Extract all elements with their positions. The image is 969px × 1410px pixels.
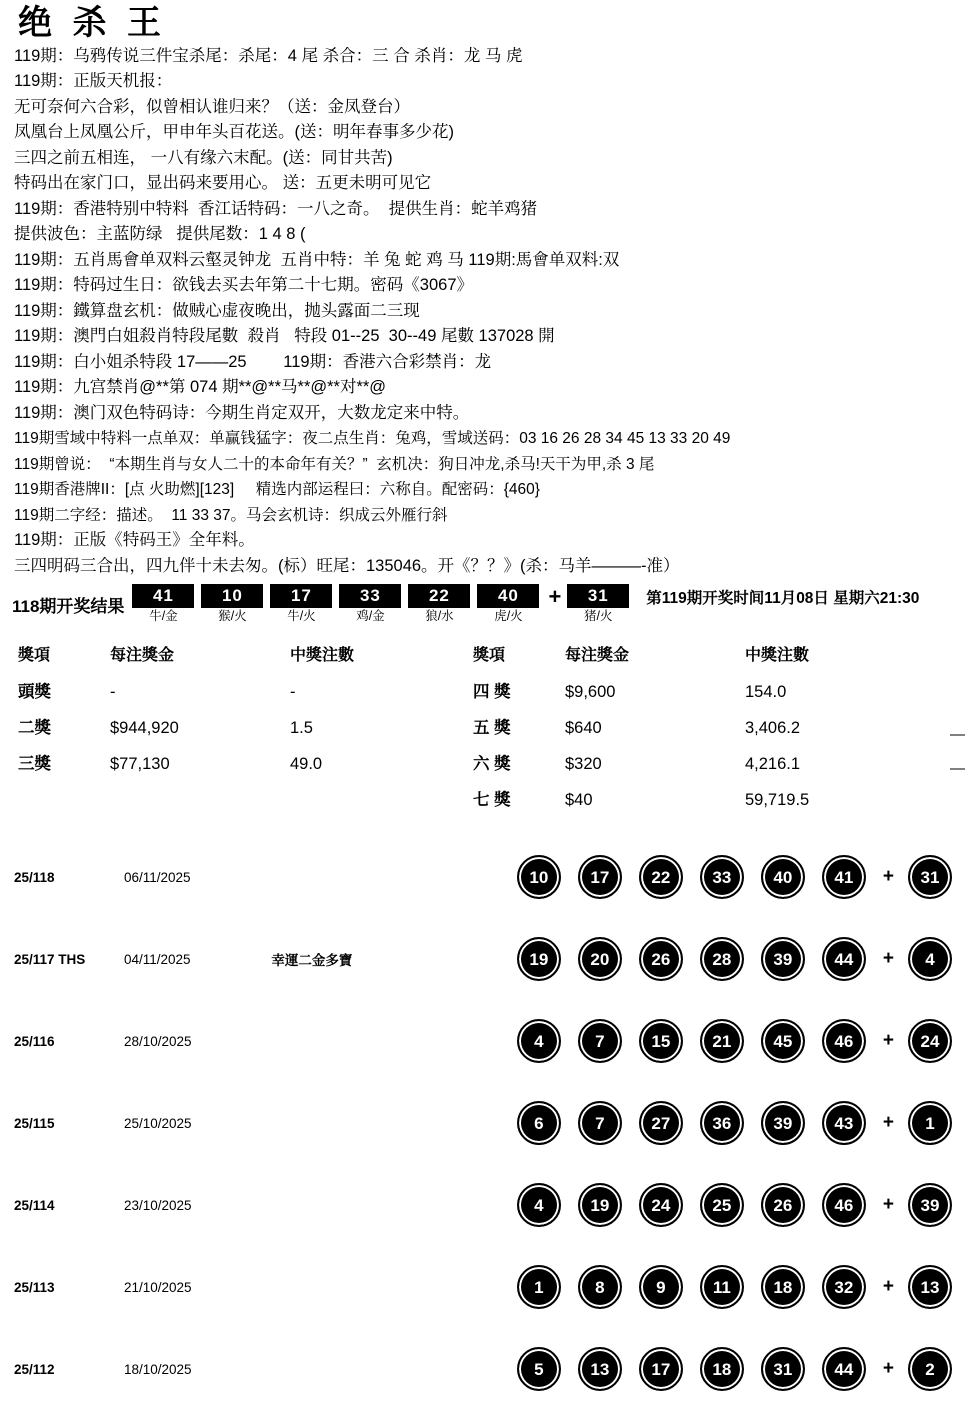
ball-number: 18 (773, 1277, 793, 1297)
table-row (473, 674, 928, 710)
ball (517, 937, 561, 981)
ball-number: 24 (651, 1195, 671, 1215)
col-header-amount: 每注獎金 (110, 647, 175, 665)
ball-number: 46 (834, 1195, 854, 1215)
ball (761, 1265, 805, 1309)
text-line: 三四之前五相连， 一八有缘六末配。(送：同甘共苦) (14, 148, 393, 167)
draw-ball-zodiac: 鸡/金 (356, 609, 385, 624)
ball (517, 1101, 561, 1145)
text-line: 119期：白小姐杀特段 17——25 119期：香港六合彩禁肖：龙 (14, 352, 492, 371)
ball (822, 1101, 866, 1145)
draw-ball-number: 40 (477, 584, 539, 608)
prize-table-right (473, 638, 928, 818)
draw-history-list (0, 818, 969, 1410)
special-ball (908, 1265, 952, 1309)
draw-date: 23/10/2025 (124, 1197, 192, 1213)
ball-number: 36 (712, 1113, 732, 1133)
ball-number: 7 (595, 1031, 605, 1051)
ball-number: 9 (656, 1277, 666, 1297)
draw-ball (408, 584, 470, 624)
draw-strip-label: 118期开奖结果 (12, 596, 125, 616)
ball (578, 1265, 622, 1309)
ball (700, 855, 744, 899)
prize-amount: $40 (565, 791, 593, 810)
ball-number: 32 (834, 1277, 854, 1297)
text-line: 119期：鐵算盘玄机：做贼心虚夜晚出，抛头露面二三现 (14, 301, 420, 320)
ball-number: 25 (712, 1195, 732, 1215)
text-line: 三四明码三合出，四九伴十未去匆。(标）旺尾：135046。开《？？》(杀：马羊———-准） (14, 556, 680, 575)
list-item (0, 1164, 969, 1246)
edge-mark: — (950, 760, 965, 777)
ball (822, 1183, 866, 1227)
ball-number: 22 (651, 867, 671, 887)
draw-date: 25/10/2025 (124, 1115, 192, 1131)
table-row (18, 710, 473, 746)
prize-count: 49.0 (290, 755, 323, 774)
ball-number: 26 (773, 1195, 793, 1215)
ball (700, 1265, 744, 1309)
plus-sign: + (882, 1112, 894, 1134)
col-header-amount: 每注獎金 (565, 647, 630, 665)
draw-ball-number: 33 (339, 584, 401, 608)
draw-id: 25/116 (14, 1033, 55, 1049)
ball (700, 937, 744, 981)
text-line: 119期：澳門白姐殺肖特段尾數 殺肖 特段 01--25 30--49 尾數 137028 開 (14, 327, 555, 346)
text-block (0, 44, 969, 580)
draw-date: 21/10/2025 (124, 1279, 192, 1295)
text-line: 凤凰台上凤凰公斤，甲申年头百花送。(送：明年春事多少花) (14, 123, 454, 142)
ball-number: 4 (534, 1195, 544, 1215)
ball-number: 10 (529, 867, 549, 887)
ball-number: 4 (925, 949, 935, 969)
ball-number: 39 (773, 1113, 793, 1133)
special-ball (908, 855, 952, 899)
draw-ball-number: 10 (201, 584, 263, 608)
prize-count: 3,406.2 (745, 719, 801, 738)
ball-number: 6 (534, 1113, 544, 1133)
draw-id: 25/112 (14, 1361, 55, 1377)
special-ball (908, 1019, 952, 1063)
draw-id: 25/115 (14, 1115, 55, 1131)
ball (517, 1183, 561, 1227)
col-header-count: 中獎注數 (290, 647, 355, 665)
ball (639, 1101, 683, 1145)
ball (578, 1101, 622, 1145)
draw-balls (517, 1019, 969, 1063)
list-item (0, 1246, 969, 1328)
list-item (0, 918, 969, 1000)
draw-ball (339, 584, 401, 624)
ball-number: 45 (773, 1031, 793, 1051)
ball (639, 855, 683, 899)
draw-ball-zodiac: 猴/火 (218, 609, 247, 624)
ball (639, 1183, 683, 1227)
ball-number: 26 (651, 949, 671, 969)
special-ball (908, 1347, 952, 1391)
ball-number: 13 (590, 1359, 610, 1379)
ball-number: 41 (834, 867, 854, 887)
ball (639, 1265, 683, 1309)
draw-ball-number: 41 (132, 584, 194, 608)
plus-sign: + (882, 1358, 894, 1380)
prize-table (0, 624, 969, 818)
text-line: 119期：正版《特码王》全年料。 (14, 531, 255, 550)
special-ball (908, 1183, 952, 1227)
ball-number: 33 (712, 867, 732, 887)
prize-amount: $9,600 (565, 683, 616, 702)
ball-number: 39 (773, 949, 793, 969)
ball-number: 17 (651, 1359, 671, 1379)
ball-number: 20 (590, 949, 610, 969)
ball-number: 28 (712, 949, 732, 969)
ball (517, 1265, 561, 1309)
table-row (473, 782, 928, 818)
prize-item: 二獎 (18, 719, 51, 738)
text-line: 119期二字经：描述。 11 33 37。马会玄机诗：织成云外雁行斜 (14, 506, 448, 524)
draw-ball (201, 584, 263, 624)
draw-note: 幸運二金多寶 (271, 953, 353, 969)
plus-sign: + (882, 1194, 894, 1216)
ball (822, 1347, 866, 1391)
ball-number: 21 (712, 1031, 732, 1051)
prize-table-header (473, 638, 928, 674)
ball-number: 4 (534, 1031, 544, 1051)
ball-number: 13 (920, 1277, 940, 1297)
draw-ball (270, 584, 332, 624)
plus-sign: + (548, 584, 562, 610)
draw-ball-zodiac: 狼/水 (425, 609, 454, 624)
ball (700, 1347, 744, 1391)
table-row (18, 674, 473, 710)
table-row (18, 746, 473, 782)
ball-number: 19 (590, 1195, 610, 1215)
plus-sign: + (882, 948, 894, 970)
ball-number: 2 (925, 1359, 935, 1379)
ball-number: 19 (529, 949, 549, 969)
ball-number: 31 (920, 867, 940, 887)
prize-item: 三獎 (18, 755, 51, 774)
ball (517, 855, 561, 899)
ball (761, 1019, 805, 1063)
ball-number: 8 (595, 1277, 605, 1297)
ball (578, 937, 622, 981)
ball-number: 46 (834, 1031, 854, 1051)
ball (517, 1019, 561, 1063)
draw-special-zodiac: 猪/火 (584, 609, 613, 624)
ball-number: 18 (712, 1359, 732, 1379)
prize-count: - (290, 683, 296, 702)
prize-table-header (18, 638, 473, 674)
ball (761, 855, 805, 899)
ball (822, 1265, 866, 1309)
ball (822, 937, 866, 981)
draw-date: 28/10/2025 (124, 1033, 192, 1049)
ball-number: 43 (834, 1113, 854, 1133)
ball-number: 27 (651, 1113, 671, 1133)
ball-number: 7 (595, 1113, 605, 1133)
special-ball (908, 1101, 952, 1145)
ball (578, 1183, 622, 1227)
draw-balls (517, 1183, 969, 1227)
text-line: 119期曾说： “本期生肖与女人二十的本命年有关？” 玄机决：狗日冲龙,杀马!天干为甲,杀 3 尾 (14, 455, 655, 473)
draw-date: 06/11/2025 (124, 869, 191, 885)
ball (639, 1347, 683, 1391)
draw-special-number: 31 (567, 584, 629, 608)
text-line: 119期：香港特别中特料 香江话特码：一八之奇。 提供生肖：蛇羊鸡猪 (14, 199, 538, 218)
plus-sign: + (882, 1276, 894, 1298)
ball-number: 1 (925, 1113, 935, 1133)
table-row (473, 746, 928, 782)
prize-amount: $320 (565, 755, 602, 774)
plus-sign: + (882, 866, 894, 888)
draw-ball-zodiac: 牛/火 (287, 609, 316, 624)
col-header-item: 獎項 (473, 647, 506, 665)
ball-number: 15 (651, 1031, 671, 1051)
edge-mark: — (950, 726, 965, 743)
text-line: 特码出在家门口，显出码来要用心。 送：五更未明可见它 (14, 174, 432, 193)
draw-date: 04/11/2025 (124, 951, 191, 967)
list-item (0, 1328, 969, 1410)
prize-amount: $944,920 (110, 719, 179, 738)
ball (822, 855, 866, 899)
ball-number: 17 (590, 867, 610, 887)
list-item (0, 1000, 969, 1082)
draw-ball (132, 584, 194, 624)
page-title: 绝 杀 王 (18, 5, 167, 42)
draw-balls (517, 1101, 969, 1145)
prize-item: 六 獎 (473, 755, 511, 774)
text-line: 提供波色：主蓝防绿 提供尾数：1 4 8 ( (14, 225, 306, 244)
draw-id: 25/117 THS (14, 951, 86, 967)
ball (578, 855, 622, 899)
prize-item: 頭獎 (18, 683, 51, 702)
text-line: 119期：澳门双色特码诗：今期生肖定双开，大数龙定来中特。 (14, 403, 470, 422)
prize-table-left (18, 638, 473, 818)
ball (761, 1347, 805, 1391)
ball-number: 5 (534, 1359, 544, 1379)
ball-number: 40 (773, 867, 793, 887)
prize-count: 4,216.1 (745, 755, 801, 774)
ball-number: 31 (773, 1359, 793, 1379)
draw-ball-number: 22 (408, 584, 470, 608)
prize-count: 154.0 (745, 683, 787, 702)
ball (700, 1183, 744, 1227)
text-line: 119期香港牌II：[点 火助燃][123] 精选内部运程曰：六称自。配密码：{460} (14, 481, 540, 499)
text-line: 119期雪域中特料一点单双：单赢钱猛字：夜二点生肖：兔鸡，雪域送码：03 16 26 28 34 45 13 33 20 49 (14, 430, 731, 448)
ball (761, 1101, 805, 1145)
text-line: 119期：五肖馬會单双料云壑灵钟龙 五肖中特：羊 兔 蛇 鸡 马 119期:馬會单双料:双 (14, 250, 620, 269)
prize-count: 59,719.5 (745, 791, 810, 810)
prize-item: 四 獎 (473, 683, 511, 702)
col-header-count: 中獎注數 (745, 647, 810, 665)
next-draw-time: 第119期开奖时间11月08日 星期六21:30 (646, 590, 920, 608)
prize-item: 七 獎 (473, 791, 511, 810)
latest-draw-strip (0, 582, 969, 624)
plus-sign: + (882, 1030, 894, 1052)
prize-item: 五 獎 (473, 719, 511, 738)
ball (578, 1347, 622, 1391)
text-line: 119期：乌鸦传说三件宝杀尾：杀尾：4 尾 杀合：三 合 杀肖：龙 马 虎 (14, 46, 523, 65)
ball (761, 1183, 805, 1227)
prize-amount: - (110, 683, 116, 702)
ball-number: 11 (712, 1277, 731, 1297)
draw-balls (517, 1347, 969, 1391)
draw-balls (517, 937, 969, 981)
ball (517, 1347, 561, 1391)
table-row (473, 710, 928, 746)
list-item (0, 836, 969, 918)
draw-id: 25/113 (14, 1279, 55, 1295)
draw-date: 18/10/2025 (124, 1361, 192, 1377)
draw-ball-zodiac: 虎/火 (494, 609, 523, 624)
draw-balls (517, 855, 969, 899)
draw-ball (477, 584, 539, 624)
ball (639, 937, 683, 981)
ball-number: 39 (920, 1195, 940, 1215)
ball-number: 24 (920, 1031, 940, 1051)
draw-id: 25/118 (14, 869, 55, 885)
ball (700, 1101, 744, 1145)
ball (822, 1019, 866, 1063)
prize-amount: $77,130 (110, 755, 170, 774)
ball-number: 1 (534, 1277, 544, 1297)
list-item (0, 1082, 969, 1164)
ball (700, 1019, 744, 1063)
prize-count: 1.5 (290, 719, 313, 738)
text-line: 无可奈何六合彩，似曾相认谁归来？（送：金凤登台） (14, 97, 410, 116)
text-line: 119期：正版天机报： (14, 72, 173, 91)
text-line: 119期：九宫禁肖@**第 074 期**@**马**@**对**@ (14, 378, 387, 397)
ball-number: 44 (834, 949, 854, 969)
ball (578, 1019, 622, 1063)
special-ball (908, 937, 952, 981)
ball (761, 937, 805, 981)
draw-id: 25/114 (14, 1197, 55, 1213)
prize-amount: $640 (565, 719, 602, 738)
col-header-item: 獎項 (18, 647, 51, 665)
ball-number: 44 (834, 1359, 854, 1379)
draw-balls (517, 1265, 969, 1309)
draw-ball-number: 17 (270, 584, 332, 608)
draw-special-ball (567, 584, 629, 624)
draw-ball-zodiac: 牛/金 (149, 609, 178, 624)
ball (639, 1019, 683, 1063)
text-line: 119期：特码过生日：欲钱去买去年第二十七期。密码《3067》 (14, 276, 474, 295)
